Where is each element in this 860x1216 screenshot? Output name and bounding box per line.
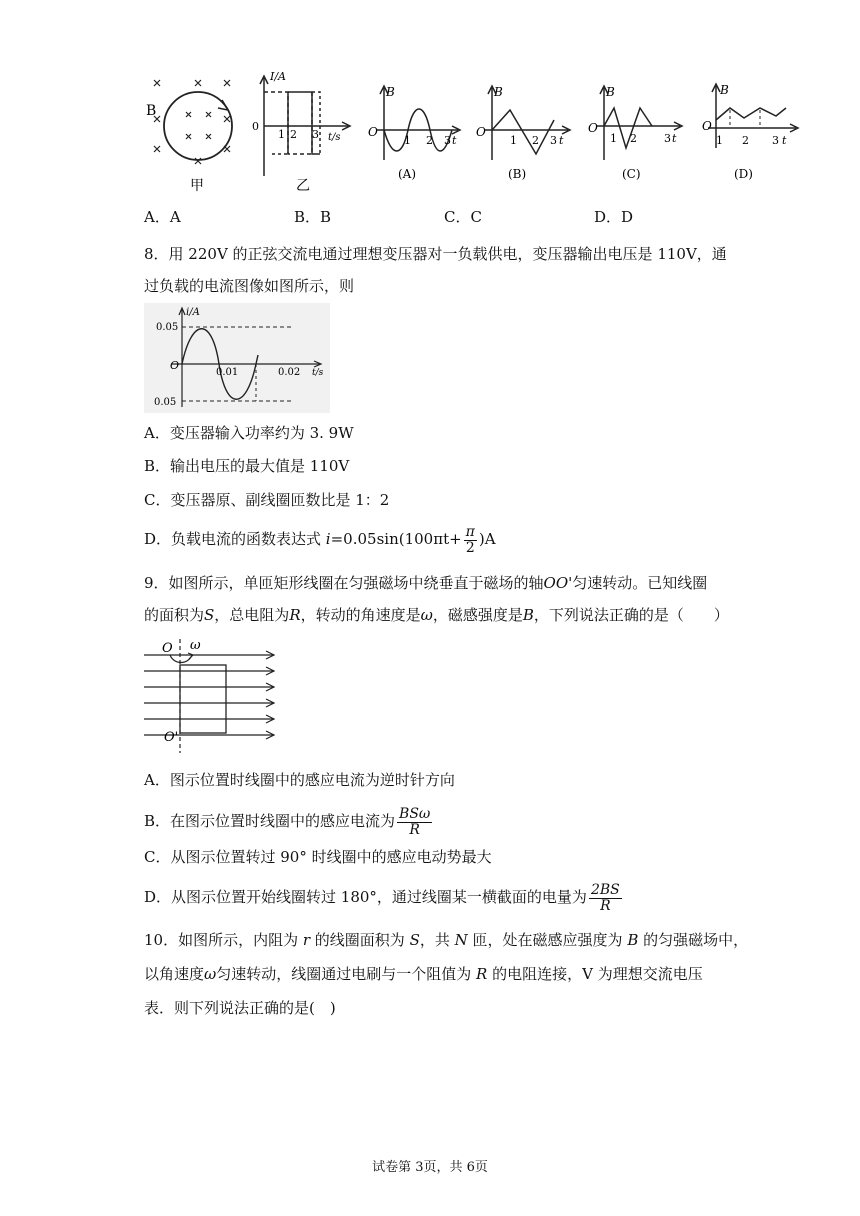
q7-c-caption: (C): [622, 167, 641, 181]
q7-d-tick1: 1: [716, 134, 723, 147]
q9-t4: ，磁感强度是: [432, 606, 523, 624]
q7-d-y-axis: B: [720, 83, 729, 97]
q9-b-den: R: [409, 821, 420, 838]
q9-option-b[interactable]: [144, 804, 434, 838]
q8-option-d-fraction: [464, 525, 477, 556]
q10-l1-b: B: [627, 931, 639, 949]
q9-option-c[interactable]: C．从图示位置转过 90° 时线圈中的感应电动势最大: [144, 848, 492, 866]
q8-option-d-suffix: )A: [478, 530, 496, 548]
q8-stem-line2: 过负载的电流图像如图所示，则: [144, 277, 355, 295]
q10-l2-w: ω: [204, 965, 217, 983]
q10-stem-line1: [144, 930, 748, 950]
q7-yi-zero: 0: [252, 120, 259, 133]
q10-l1-t4: 匝，处在磁感应强度为: [467, 931, 628, 949]
q8-peak-bottom: 0.05: [154, 397, 177, 408]
q8-option-b[interactable]: B．输出电压的最大值是 110V: [144, 457, 350, 475]
q9-option-d-text: D．从图示位置开始线圈转过 180°，通过线圈某一横截面的电量为: [144, 888, 587, 906]
q9-option-b-text: B．在图示位置时线圈中的感应电流为: [144, 812, 396, 830]
q8-option-d[interactable]: [144, 524, 496, 556]
q7-a-tick3: 3: [444, 134, 451, 147]
q9-stem-text: 9．如图所示，单匝矩形线圈在匀强磁场中绕垂直于磁场的轴: [144, 574, 544, 592]
q8-current-graph: [144, 303, 330, 413]
q8-option-d-mid: =0.05sin(100πt+: [330, 530, 462, 548]
q7-option-a[interactable]: A．A: [144, 208, 181, 226]
q9-t1: 的面积为: [144, 606, 205, 624]
q10-stem-line2: [144, 964, 703, 984]
q7-yi-tick1: 1: [278, 128, 285, 141]
q7-c-t-axis: t: [672, 132, 677, 145]
q7-figure-b: [476, 85, 570, 181]
q7-d-tick2: 2: [742, 134, 749, 147]
q7-yi-tick2: 2: [290, 128, 297, 141]
q8-option-d-prefix: D．负载电流的函数表达式: [144, 530, 326, 548]
q7-b-t-axis: t: [559, 134, 564, 147]
q9-s: S: [204, 606, 215, 624]
q7-c-y-axis: B: [606, 85, 615, 99]
q7-b-tick2: 2: [532, 134, 539, 147]
q7-c-tick1: 1: [610, 132, 617, 145]
q7-figure-strip: [140, 68, 820, 196]
q7-a-caption: (A): [398, 167, 417, 181]
q7-figure-jia: [146, 80, 232, 194]
q8-tick-001: 0.01: [216, 367, 239, 378]
q7-jia-b-label: B: [146, 103, 157, 119]
q9-stem-line2: [144, 605, 729, 625]
q9-fig-omega: ω: [190, 638, 201, 653]
q9-w: ω: [420, 606, 433, 624]
q7-c-tick2: 2: [630, 132, 637, 145]
q10-l2-t1: 以角速度: [144, 965, 205, 983]
q9-t5: ，下列说法正确的是（ ）: [533, 606, 729, 624]
q7-jia-caption: 甲: [190, 178, 204, 194]
q7-option-b[interactable]: B．B: [294, 208, 332, 226]
q7-b-y-axis: B: [494, 85, 503, 99]
q7-c-origin: O: [588, 121, 598, 135]
q8-stem-line1: 8．用 220V 的正弦交流电通过理想变压器对一负载供电，变压器输出电压是 110V，通: [144, 245, 727, 263]
q10-l1-t3: ，共: [419, 931, 455, 949]
q7-b-tick1: 1: [510, 134, 517, 147]
q9-t2: ，总电阻为: [214, 606, 290, 624]
q10-l1-s: S: [409, 931, 420, 949]
q10-l2-r: R: [476, 965, 488, 983]
q7-figure-c: [588, 85, 682, 181]
q7-a-tick2: 2: [426, 134, 433, 147]
q10-l1-n: N: [454, 931, 468, 949]
q8-frac-den: 2: [465, 539, 475, 556]
q7-options: [0, 206, 860, 228]
q9-d-num: 2BS: [590, 881, 620, 898]
q7-yi-y-axis: I/A: [270, 70, 286, 83]
q9-option-d-fraction: [589, 883, 622, 914]
page-footer: 试卷第 3页，共 6页: [372, 1160, 488, 1175]
q7-option-d[interactable]: D．D: [594, 208, 634, 226]
q9-d-den: R: [600, 897, 611, 914]
q8-origin: O: [170, 359, 180, 372]
q7-d-caption: (D): [734, 167, 753, 181]
q7-a-t-axis: t: [452, 134, 457, 147]
q10-l2-t2: 匀速转动，线圈通过电刷与一个阻值为: [216, 965, 477, 983]
q9-t3: ，转动的角速度是: [300, 606, 421, 624]
q8-x-axis-label: t/s: [312, 368, 324, 378]
q7-d-tick3: 3: [772, 134, 779, 147]
q7-a-origin: O: [368, 125, 378, 139]
q9-b-num: BSω: [399, 805, 431, 822]
q9-fig-o: O: [162, 641, 173, 656]
q10-l1-t2: 的线圈面积为: [310, 931, 410, 949]
q9-option-a[interactable]: A．图示位置时线圈中的感应电流为逆时针方向: [144, 771, 455, 789]
q7-yi-caption: 乙: [296, 178, 310, 194]
q7-figure-d: [702, 83, 798, 181]
q7-yi-tick3: 3: [312, 128, 319, 141]
q8-y-axis-label: i/A: [186, 307, 200, 318]
q9-stem-text-2: 匀速转动。已知线圈: [572, 574, 708, 592]
q10-l2-t3: 的电阻连接，V 为理想交流电压: [487, 965, 703, 983]
q8-peak-top: 0.05: [156, 322, 179, 333]
q7-a-tick1: 1: [404, 134, 411, 147]
q7-b-tick3: 3: [550, 134, 557, 147]
q7-b-caption: (B): [508, 167, 527, 181]
q9-coil-figure: [144, 635, 280, 755]
q8-frac-num: π: [465, 523, 475, 540]
q7-c-tick3: 3: [664, 132, 671, 145]
q10-l1-r: r: [302, 931, 311, 949]
q7-d-t-axis: t: [782, 134, 787, 147]
q10-stem-line3: 表．则下列说法正确的是( ): [144, 999, 336, 1017]
q7-option-c[interactable]: C．C: [444, 208, 482, 226]
q8-option-d-var: i: [325, 530, 331, 548]
q7-b-origin: O: [476, 125, 486, 139]
q9-option-d[interactable]: [144, 880, 624, 914]
q9-axis-symbol: OO': [543, 574, 573, 592]
q8-option-a[interactable]: A．变压器输入功率约为 3. 9W: [144, 424, 354, 442]
q7-figure-yi: [252, 70, 350, 194]
q7-yi-x-axis: t/s: [328, 132, 341, 143]
q9-b: B: [522, 606, 534, 624]
q9-stem-line1: [144, 573, 707, 593]
q8-tick-002: 0.02: [278, 367, 301, 378]
q9-fig-o-prime: O': [164, 730, 179, 745]
q10-l1-t5: 的匀强磁场中，: [638, 931, 749, 949]
q9-r: R: [289, 606, 301, 624]
q7-d-origin: O: [702, 119, 712, 133]
q7-figure-a: [368, 85, 460, 181]
q9-option-b-fraction: [397, 807, 432, 838]
q7-a-y-axis: B: [386, 85, 395, 99]
q8-option-c[interactable]: C．变压器原、副线圈匝数比是 1：2: [144, 491, 390, 509]
q10-l1-t1: 10．如图所示，内阻为: [144, 931, 303, 949]
